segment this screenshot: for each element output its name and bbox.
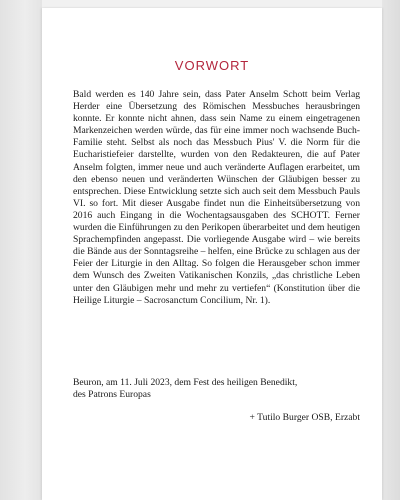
place-date-line-2: des Patrons Europas bbox=[73, 389, 151, 401]
foreword-body: Bald werden es 140 Jahre sein, dass Pater Anselm Schott beim Verlag Herder eine Übersetzung des Römischen Messbuches herausbringen konnte. Er konnte nicht ahnen, dass sein Name zu einem eingetragenen Markenzeichen werden würde, das für eine immer noch wachsende Buch-Familie steht. Selbst als noch das Messbuch Pius' V. die Norm für die Eucharistiefeier darstellte, wurden von den Redakteuren, die auf Pater Anselm folgten, immer neue und auch veränderte Auflagen erarbeitet, um den ebenso neuen und veränderten Wünschen der Gläubigen besser zu entsprechen. Diese Entwicklung setzte sich auch seit dem Messbuch Pauls VI. so fort. Mit dieser Ausgabe findet nun die Einheitsübersetzung von 2016 auch Eingang in die Wochentagsausgaben des SCHOTT. Ferner wurden die Einführungen zu den Perikopen überarbeitet und dem heutigen Sprachempfinden angepasst. Die vorliegende Ausgabe wird – wie bereits die Bände aus der Sonntagsreihe – helfen, eine Brücke zu schlagen aus der Feier der Liturgie in den Alltag. So folgen die Herausgeber schon immer dem Wunsch des Zweiten Vatikanischen Konzils, „das christliche Leben unter den Gläubigen mehr und mehr zu vertiefen“ (Konstitution über die Heilige Liturgie – Sacrosanctum Concilium, Nr. 1). bbox=[73, 89, 360, 306]
place-date-line-1: Beuron, am 11. Juli 2023, dem Fest des heiligen Benedikt, bbox=[73, 377, 298, 388]
previous-page-edge bbox=[0, 0, 42, 500]
book-page bbox=[42, 8, 382, 500]
place-date bbox=[73, 377, 360, 401]
signature: + Tutilo Burger OSB, Erzabt bbox=[249, 412, 360, 423]
page-title: VORWORT bbox=[174, 58, 250, 73]
next-page-edge bbox=[382, 0, 400, 500]
